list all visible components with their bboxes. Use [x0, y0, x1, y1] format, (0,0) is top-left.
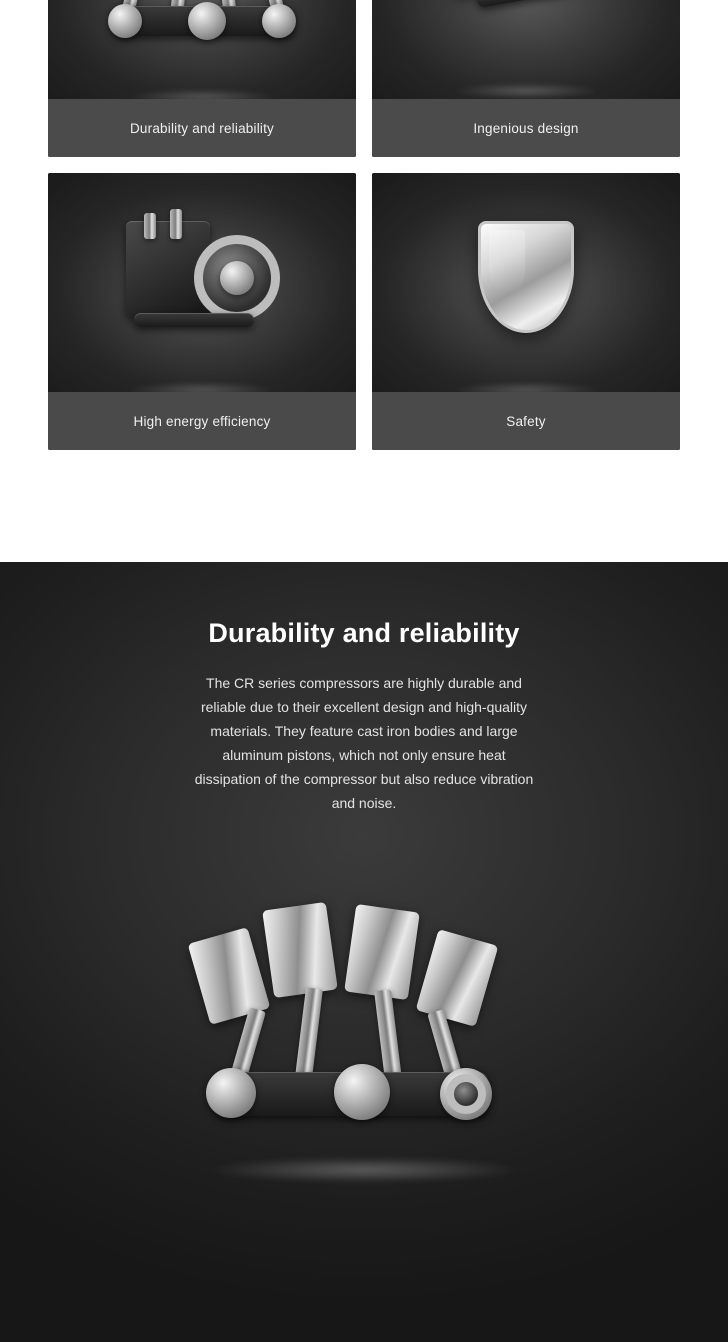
feature-description: The CR series compressors are highly durable and reliable due to their excellent design and high-quality materials. They feature cast iron bodies and large aluminum pistons, which not only ensure heat dissipation of the compressor but also reduce vibration and noise.	[194, 675, 534, 811]
card-label-durability-and-reliability: Durability and reliability	[48, 99, 356, 157]
card-label-high-energy-efficiency: High energy efficiency	[48, 392, 356, 450]
card-durability-and-reliability[interactable]	[48, 0, 356, 157]
feature-title: Durability and reliability	[208, 618, 520, 648]
card-label-ingenious-design: Ingenious design	[372, 99, 680, 157]
feature-card-grid	[48, 0, 680, 450]
hero-reflection	[204, 1157, 524, 1183]
card-high-energy-efficiency[interactable]	[48, 173, 356, 450]
card-ingenious-design[interactable]	[372, 0, 680, 157]
card-label-safety: Safety	[372, 392, 680, 450]
feature-section-durability	[0, 562, 728, 1342]
engine-pistons-hero-icon	[184, 892, 544, 1192]
card-safety[interactable]	[372, 173, 680, 450]
